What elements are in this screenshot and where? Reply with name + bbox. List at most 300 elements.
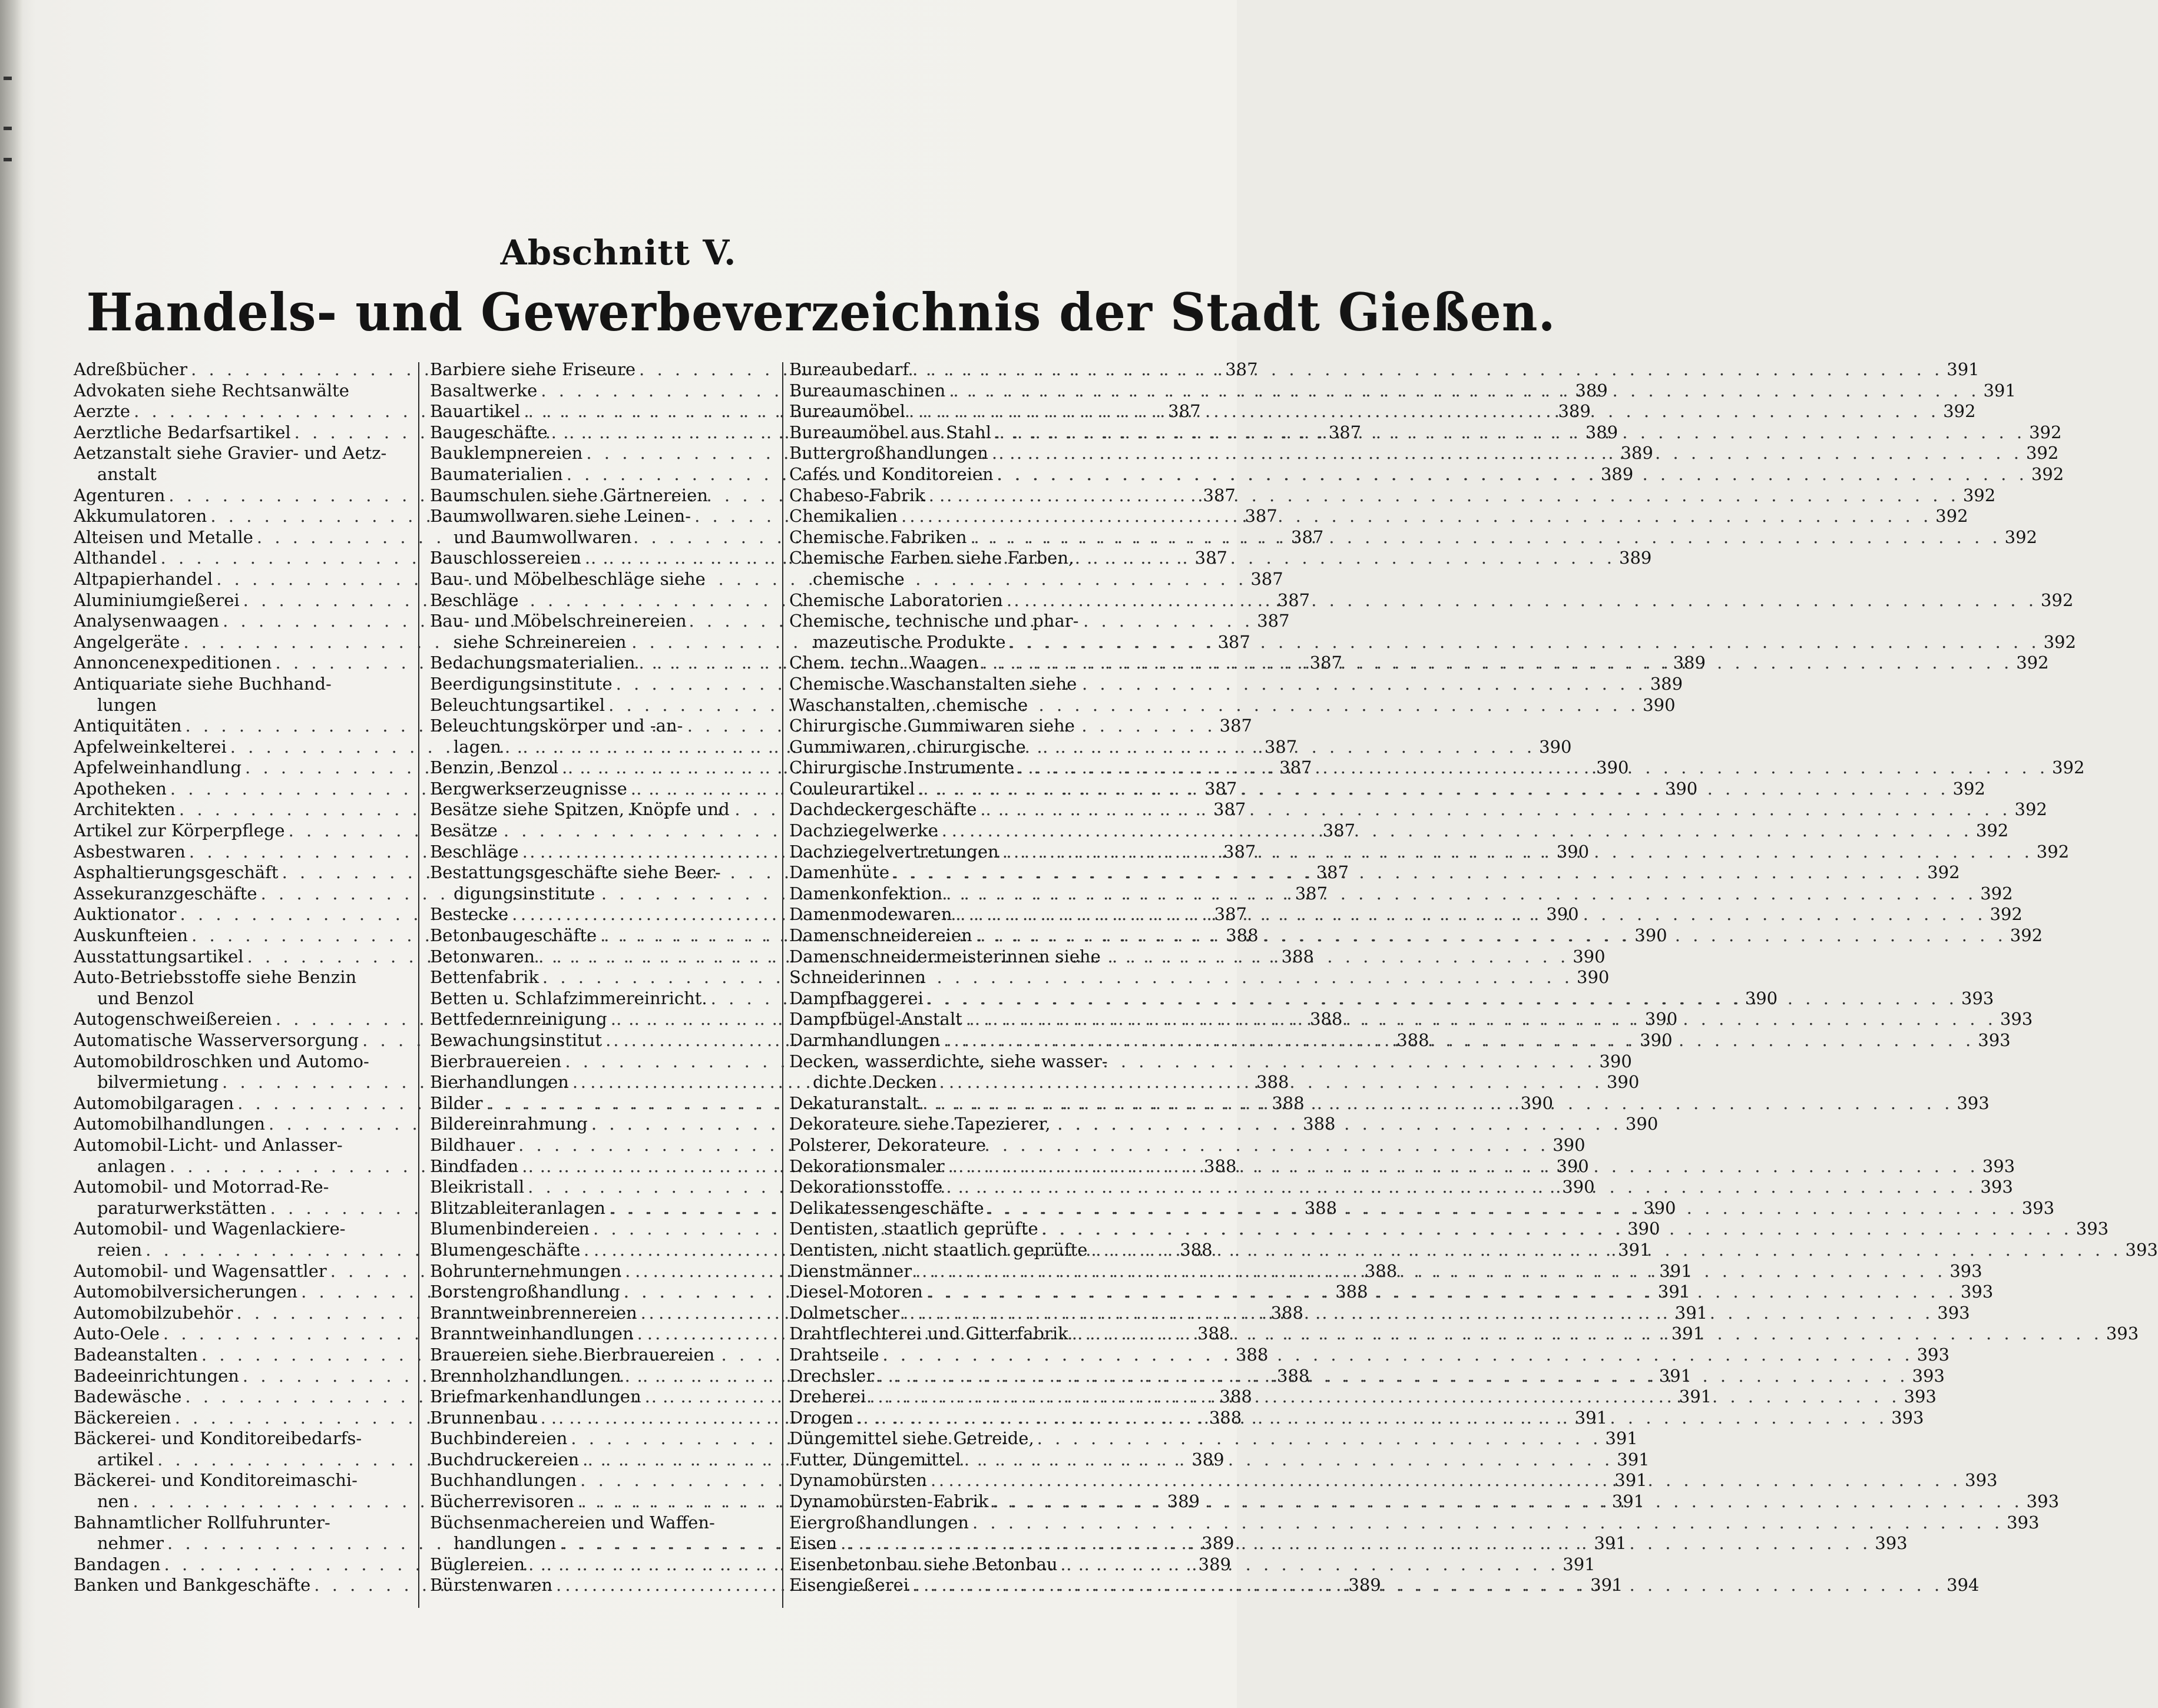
entry-page-number: 389 xyxy=(1191,1449,1224,1469)
entry-page-number: 392 xyxy=(2043,631,2076,652)
entry-name: Dekorationsmaler xyxy=(789,1156,945,1176)
index-entry xyxy=(789,1072,1134,1093)
entry-page-number: 390 xyxy=(1634,925,1667,946)
edge-mark xyxy=(4,127,12,130)
entry-name: Drahtflechterei und Gitterfabrik xyxy=(789,1323,1068,1344)
entry-page-number: 388 xyxy=(1180,1239,1213,1260)
entry-name: Automobil- und Wagenlackiere- xyxy=(74,1219,346,1239)
leader-dots xyxy=(1007,590,2037,611)
index-entry xyxy=(430,359,775,380)
entry-page-number: 392 xyxy=(2014,799,2047,820)
entry-page-number: 390 xyxy=(1546,904,1579,925)
entry-page-number: 393 xyxy=(2000,1009,2033,1030)
entry-name: Adreßbücher xyxy=(74,359,188,379)
entry-page-number: 392 xyxy=(1927,862,1960,883)
leader-dots xyxy=(893,862,1924,883)
entry-name: bilvermietung xyxy=(97,1072,219,1093)
entry-name: Dentisten, nicht staatlich geprüfte xyxy=(789,1239,1088,1260)
entry-name: Barbiere siehe Friseure xyxy=(430,359,636,379)
entry-name: Dachdeckergeschäfte xyxy=(789,799,977,820)
entry-name: Althandel xyxy=(74,548,157,568)
entry-page-number: 388 xyxy=(1204,1156,1237,1176)
entry-page-number: 388 xyxy=(1303,1114,1336,1134)
entry-page-number: 391 xyxy=(1574,1407,1608,1428)
entry-name: Chirurgische Gummiwaren siehe xyxy=(789,716,1075,736)
index-entry xyxy=(74,464,411,485)
leader-dots xyxy=(976,925,2007,946)
index-entry xyxy=(74,1470,411,1491)
index-entry xyxy=(789,1428,1134,1449)
entry-name: Delikatessengeschäfte xyxy=(789,1197,984,1218)
leader-dots xyxy=(948,1156,1979,1177)
entry-name: Dentisten, staatlich geprüfte xyxy=(789,1219,1038,1239)
index-entry xyxy=(789,716,1134,737)
entry-name: Baumschulen siehe Gärtnereien xyxy=(430,485,708,505)
entry-name: Schneiderinnen xyxy=(789,967,926,988)
entry-name: Bauartikel xyxy=(430,401,521,422)
entry-name: Dampfbaggerei xyxy=(789,988,924,1008)
entry-name: Asbestwaren xyxy=(74,841,186,862)
entry-name: Dachziegelvertretungen xyxy=(789,841,999,862)
entry-page-number: 392 xyxy=(1943,401,1976,422)
index-entry xyxy=(789,1554,1134,1575)
entry-name: Buchbindereien xyxy=(430,1428,568,1449)
index-entry xyxy=(789,611,1134,632)
index-entry xyxy=(789,569,1134,590)
entry-page-number: 388 xyxy=(1335,1282,1368,1302)
entry-page-number: 390 xyxy=(1562,1177,1595,1197)
entry-name: Bestecke xyxy=(430,904,509,925)
entry-page-number: 393 xyxy=(1978,1030,2011,1050)
entry-name: Aluminiumgießerei xyxy=(74,590,240,610)
entry-name: anstalt xyxy=(97,464,157,484)
entry-page-number: 387 xyxy=(1277,590,1310,610)
entry-page-number: 390 xyxy=(1556,1156,1589,1176)
entry-name: Bedachungsmaterialien xyxy=(430,653,636,673)
entry-name: Couleurartikel xyxy=(789,778,915,799)
entry-name: Badeanstalten xyxy=(74,1344,198,1365)
leader-dots xyxy=(840,1533,1871,1554)
entry-name: Brauereien siehe Bierbrauereien xyxy=(430,1344,715,1365)
entry-page-number: 391 xyxy=(1679,1386,1712,1407)
index-entry xyxy=(430,799,775,820)
entry-page-number: 387 xyxy=(1168,401,1201,422)
entry-page-number: 393 xyxy=(1937,1302,1970,1323)
leader-dots xyxy=(1009,632,2040,653)
entry-name: Akkumulatoren xyxy=(74,506,207,527)
entry-name: Alteisen und Metalle xyxy=(74,527,253,547)
entry-page-number: 393 xyxy=(2125,1239,2158,1260)
entry-name: Automobilzubehör xyxy=(74,1302,233,1323)
entry-name: Aerztliche Bedarfsartikel xyxy=(74,422,291,442)
index-entry xyxy=(789,1051,1134,1073)
entry-name: Büglereien xyxy=(430,1554,525,1574)
entry-page-number: 392 xyxy=(1980,883,2013,903)
entry-name: Automobilversicherungen xyxy=(74,1282,298,1302)
index-entry xyxy=(430,820,775,842)
index-entry xyxy=(430,569,775,590)
leader-dots xyxy=(918,779,1949,800)
entry-page-number: 388 xyxy=(1396,1030,1429,1050)
leader-dots xyxy=(1018,757,2048,779)
entry-page-number: 387 xyxy=(1279,757,1312,778)
entry-name: Bäckerei- und Konditoreimaschi- xyxy=(74,1470,358,1491)
leader-dots xyxy=(946,883,1977,905)
leader-dots xyxy=(955,904,1986,925)
index-entry xyxy=(430,485,775,507)
entry-page-number: 389 xyxy=(1600,464,1634,484)
entry-page-number: 393 xyxy=(1917,1344,1950,1365)
entry-name: Agenturen xyxy=(74,485,166,505)
entry-page-number: 393 xyxy=(1961,988,1994,1008)
index-entry xyxy=(430,527,775,548)
entry-name: Brennholzhandlungen xyxy=(430,1365,621,1386)
entry-name: Dekaturanstalt xyxy=(789,1093,919,1113)
leader-dots xyxy=(878,1366,1908,1387)
entry-name: Eisenbetonbau siehe Betonbau xyxy=(789,1554,1058,1574)
entry-name: Annoncenexpeditionen xyxy=(74,653,272,673)
leader-dots xyxy=(997,464,2028,485)
index-entry xyxy=(430,862,775,883)
entry-name: Baumwollwaren siehe Leinen- xyxy=(430,506,691,527)
entry-name: siehe Schreinereien xyxy=(454,631,627,652)
entry-page-number: 387 xyxy=(1316,862,1349,883)
entry-page-number: 387 xyxy=(1225,359,1258,379)
entry-name: Büchsenmachereien und Waffen- xyxy=(430,1512,715,1532)
entry-page-number: 389 xyxy=(1619,548,1652,568)
entry-name: Bestattungsgeschäfte siehe Beer- xyxy=(430,862,721,883)
entry-name: Chemische Waschanstalten siehe xyxy=(789,673,1077,694)
entry-page-number: 392 xyxy=(2036,841,2070,862)
entry-name: Bildereinrahmung xyxy=(430,1114,588,1134)
entry-page-number: 387 xyxy=(1264,736,1298,757)
entry-name: Bureaumaschinen xyxy=(789,380,946,400)
entry-name: Altpapierhandel xyxy=(74,568,213,589)
entry-page-number: 393 xyxy=(1875,1533,1908,1554)
index-entry xyxy=(74,674,411,695)
entry-name: Automobil-Licht- und Anlasser- xyxy=(74,1134,343,1155)
entry-page-number: 388 xyxy=(1219,1386,1252,1407)
entry-page-number: 392 xyxy=(2004,527,2038,547)
entry-name: Chirurgische Instrumente xyxy=(789,757,1014,778)
entry-name: Darmhandlungen xyxy=(789,1030,941,1050)
entry-name: Borstengroßhandlung xyxy=(430,1282,620,1302)
entry-name: Futter, Düngemittel xyxy=(789,1449,961,1469)
entry-name: Chemische Farben siehe Farben, xyxy=(789,548,1074,568)
entry-name: Apotheken xyxy=(74,778,167,799)
index-entry xyxy=(74,380,411,402)
entry-page-number: 388 xyxy=(1226,925,1259,946)
entry-page-number: 387 xyxy=(1213,799,1246,820)
entry-name: Bergwerkserzeugnisse xyxy=(430,778,627,799)
entry-page-number: 389 xyxy=(1202,1533,1234,1554)
entry-name: Blumengeschäfte xyxy=(430,1239,580,1260)
entry-page-number: 391 xyxy=(1563,1554,1596,1574)
leader-dots xyxy=(946,1177,1977,1198)
leader-dots xyxy=(931,1470,1961,1491)
entry-name: Automobilgaragen xyxy=(74,1093,234,1113)
entry-name: Bauklempnereien xyxy=(430,443,583,464)
leader-dots xyxy=(912,359,1943,380)
entry-page-number: 392 xyxy=(2052,757,2085,778)
entry-page-number: 393 xyxy=(1965,1470,1998,1491)
entry-name: paraturwerkstätten xyxy=(97,1197,267,1218)
entry-name: Auskunfteien xyxy=(74,925,188,946)
entry-page-number: 391 xyxy=(1947,359,1980,379)
entry-page-number: 393 xyxy=(2007,1512,2040,1532)
entry-name: Architekten xyxy=(74,799,176,820)
entry-page-number: 390 xyxy=(1577,967,1610,988)
entry-page-number: 390 xyxy=(1556,841,1590,862)
edge-mark xyxy=(4,158,12,161)
entry-page-number: 392 xyxy=(1935,506,1968,527)
entry-name: Buchhandlungen xyxy=(430,1470,577,1491)
entry-name: Bierbrauereien xyxy=(430,1051,562,1071)
entry-page-number: 390 xyxy=(1606,1072,1640,1093)
entry-name: Düngemittel siehe Getreide, xyxy=(789,1428,1034,1449)
entry-page-number: 388 xyxy=(1197,1323,1230,1344)
leader-dots xyxy=(995,422,2025,443)
entry-page-number: 393 xyxy=(2076,1219,2109,1239)
entry-name: und Baumwollwaren xyxy=(454,527,632,547)
entry-name: Dynamobürsten-Fabrik xyxy=(789,1491,989,1512)
entry-name: Cafés und Konditoreien xyxy=(789,464,994,484)
entry-name: Aerzte xyxy=(74,401,131,422)
entry-name: Betten u. Schlafzimmereinricht. xyxy=(430,988,707,1008)
entry-name: Asphaltierungsgeschäft xyxy=(74,862,279,883)
index-entry xyxy=(74,1428,411,1449)
entry-name: Bureaubedarf xyxy=(789,359,909,379)
entry-page-number: 389 xyxy=(1620,443,1653,464)
entry-page-number: 389 xyxy=(1198,1554,1232,1574)
entry-name: Dekorateure siehe Tapezierer, xyxy=(789,1114,1051,1134)
index-entry xyxy=(430,632,775,653)
leader-dots xyxy=(912,1575,1943,1596)
entry-page-number: 390 xyxy=(1640,1030,1673,1050)
leader-dots xyxy=(927,988,1958,1009)
entry-page-number: 391 xyxy=(1594,1533,1627,1554)
entry-name: handlungen xyxy=(454,1533,557,1554)
entry-page-number: 387 xyxy=(1295,883,1328,903)
entry-name: Chemikalien xyxy=(789,506,898,527)
entry-page-number: 390 xyxy=(1520,1093,1553,1113)
entry-name: Dekorationsstoffe xyxy=(789,1177,943,1197)
leader-dots xyxy=(972,1512,2003,1534)
entry-name: Bilder xyxy=(430,1093,483,1113)
index-entry xyxy=(74,695,411,716)
index-entry xyxy=(789,1114,1134,1135)
entry-page-number: 389 xyxy=(1167,1491,1200,1512)
leader-dots xyxy=(1072,1323,2103,1345)
entry-name: Bäckereien xyxy=(74,1407,171,1428)
leader-dots xyxy=(966,1009,1997,1030)
leader-dots xyxy=(1002,842,2033,863)
leader-dots xyxy=(971,527,2001,548)
entry-page-number: 387 xyxy=(1322,820,1356,841)
entry-name: Automobilhandlungen xyxy=(74,1114,266,1134)
entry-page-number: 387 xyxy=(1204,778,1237,799)
entry-name: Badeeinrichtungen xyxy=(74,1365,239,1386)
entry-page-number: 393 xyxy=(1891,1407,1924,1428)
entry-name: Chemische Fabriken xyxy=(789,527,967,547)
entry-name: Beschläge xyxy=(430,590,519,610)
entry-name: Antiquitäten xyxy=(74,716,182,736)
leader-dots xyxy=(944,1030,1974,1051)
entry-name: Bettenfabrik xyxy=(430,967,539,988)
entry-name: Apfelweinkelterei xyxy=(74,736,227,757)
leader-dots xyxy=(926,1282,1957,1303)
entry-page-number: 393 xyxy=(1904,1386,1937,1407)
entry-page-number: 393 xyxy=(2021,1197,2055,1218)
entry-page-number: 389 xyxy=(1348,1575,1381,1596)
entry-name: Beerdigungsinstitute xyxy=(430,673,613,694)
entry-name: Dachziegelwerke xyxy=(789,820,938,841)
index-entry xyxy=(789,967,1134,988)
entry-page-number: 393 xyxy=(1980,1177,2013,1197)
entry-name: Damenkonfektion xyxy=(789,883,943,903)
entry-name: Drechsler xyxy=(789,1365,875,1386)
entry-page-number: 391 xyxy=(1671,1323,1704,1344)
entry-page-number: 392 xyxy=(1990,904,2023,925)
index-entry xyxy=(74,967,411,988)
entry-page-number: 393 xyxy=(1957,1093,1990,1113)
entry-name: Polsterer, Dekorateure xyxy=(789,1134,987,1155)
entry-page-number: 389 xyxy=(1558,401,1591,422)
entry-page-number: 391 xyxy=(1659,1365,1692,1386)
entry-name: Automobildroschken und Automo- xyxy=(74,1051,369,1071)
entry-name: und Benzol xyxy=(97,988,194,1008)
entry-page-number: 387 xyxy=(1309,653,1342,673)
entry-name: Eiergroßhandlungen xyxy=(789,1512,969,1532)
entry-name: Branntweinhandlungen xyxy=(430,1323,634,1344)
entry-name: artikel xyxy=(97,1449,154,1469)
entry-page-number: 392 xyxy=(2029,422,2062,442)
entry-name: Bauschlossereien xyxy=(430,548,581,568)
entry-page-number: 393 xyxy=(1960,1282,1994,1302)
entry-page-number: 388 xyxy=(1256,1072,1289,1093)
entry-page-number: 393 xyxy=(1912,1365,1945,1386)
entry-name: Blitzableiteranlagen xyxy=(430,1197,605,1218)
entry-name: Bahnamtlicher Rollfuhrunter- xyxy=(74,1512,330,1532)
entry-name: Bierhandlungen xyxy=(430,1072,569,1093)
entry-name: Bandagen xyxy=(74,1554,161,1574)
index-entry xyxy=(74,1051,411,1073)
entry-name: lungen xyxy=(97,694,157,715)
entry-page-number: 393 xyxy=(2106,1323,2139,1344)
entry-name: Dienstmänner xyxy=(789,1260,912,1281)
entry-page-number: 390 xyxy=(1643,1197,1676,1218)
entry-name: Chem. techn. Waagen xyxy=(789,653,979,673)
entry-name: Bildhauer xyxy=(430,1134,515,1155)
leader-dots xyxy=(857,1408,1888,1429)
leader-dots xyxy=(883,1345,1914,1366)
leader-dots xyxy=(929,485,1960,507)
entry-page-number: 387 xyxy=(1291,527,1324,547)
entry-page-number: 387 xyxy=(1245,506,1277,527)
index-entry xyxy=(430,883,775,905)
index-entry xyxy=(74,443,411,464)
entry-name: Damenschneidereien xyxy=(789,925,972,946)
entry-name: Diesel-Motoren xyxy=(789,1282,923,1302)
entry-name: Besätze siehe Spitzen, Knöpfe und xyxy=(430,799,730,820)
entry-page-number: 387 xyxy=(1214,904,1247,925)
entry-name: Badewäsche xyxy=(74,1386,182,1407)
leader-dots xyxy=(988,1198,2018,1219)
entry-name: Drogen xyxy=(789,1407,853,1428)
entry-name: Eisengießerei xyxy=(789,1575,909,1596)
entry-name: Advokaten siehe Rechtsanwälte xyxy=(74,380,349,400)
entry-name: Dynamobürsten xyxy=(789,1470,928,1491)
entry-name: nen xyxy=(97,1491,130,1512)
entry-name: Automatische Wasserversorgung xyxy=(74,1030,359,1050)
leader-dots xyxy=(992,1491,2023,1512)
entry-page-number: 392 xyxy=(2010,925,2043,946)
entry-page-number: 390 xyxy=(1599,1051,1632,1071)
entry-page-number: 391 xyxy=(1618,1239,1651,1260)
entry-name: Waschanstalten, chemische xyxy=(789,694,1028,715)
entry-name: Chemische, technische und phar- xyxy=(789,611,1079,631)
entry-page-number: 389 xyxy=(1673,653,1706,673)
entry-name: Decken, wasserdichte, siehe wasser- xyxy=(789,1051,1108,1071)
leader-dots xyxy=(992,443,2023,464)
entry-name: Beleuchtungskörper und -an- xyxy=(430,716,683,736)
entry-name: dichte Decken xyxy=(813,1072,937,1093)
entry-page-number: 390 xyxy=(1625,1114,1659,1134)
entry-page-number: 388 xyxy=(1364,1260,1398,1281)
entry-page-number: 390 xyxy=(1643,694,1676,715)
entry-name: Dreherei xyxy=(789,1386,866,1407)
entry-page-number: 393 xyxy=(2026,1491,2060,1512)
index-entry xyxy=(789,1512,2040,1534)
entry-name: Gummiwaren, chirurgische xyxy=(789,736,1026,757)
entry-name: Bureaumöbel xyxy=(789,401,905,422)
entry-page-number: 391 xyxy=(1614,1470,1647,1491)
entry-name: Eisen xyxy=(789,1533,838,1554)
entry-page-number: 392 xyxy=(1952,778,1985,799)
entry-name: Bettfedernreinigung xyxy=(430,1009,607,1030)
entry-name: Briefmarkenhandlungen xyxy=(430,1386,641,1407)
index-entry xyxy=(789,737,1134,758)
index-entry xyxy=(430,1512,775,1534)
entry-page-number: 391 xyxy=(1657,1282,1691,1302)
index-entry xyxy=(430,506,775,527)
entry-page-number: 388 xyxy=(1272,1093,1305,1113)
entry-page-number: 387 xyxy=(1217,631,1250,652)
entry-page-number: 389 xyxy=(1650,673,1683,694)
leader-dots xyxy=(869,1386,1900,1408)
page-title: Handels- und Gewerbeverzeichnis der Stadt Gießen. xyxy=(86,282,1556,343)
entry-page-number: 387 xyxy=(1194,548,1227,568)
entry-name: Betonbaugeschäfte xyxy=(430,925,597,946)
index-entry xyxy=(74,1512,411,1534)
entry-name: lagen xyxy=(454,736,501,757)
entry-name: nehmer xyxy=(97,1533,164,1554)
entry-page-number: 392 xyxy=(2031,464,2064,484)
entry-name: Auto-Betriebsstoffe siehe Benzin xyxy=(74,967,357,988)
entry-name: Besätze xyxy=(430,820,498,841)
entry-page-number: 387 xyxy=(1328,422,1362,442)
entry-name: Blumenbindereien xyxy=(430,1219,590,1239)
entry-page-number: 391 xyxy=(1674,1302,1708,1323)
entry-page-number: 392 xyxy=(2016,653,2049,673)
entry-page-number: 388 xyxy=(1236,1344,1269,1365)
entry-name: Banken und Bankgeschäfte xyxy=(74,1575,311,1596)
entry-name: Buchdruckereien xyxy=(430,1449,580,1469)
leader-dots xyxy=(922,1093,1953,1114)
entry-page-number: 390 xyxy=(1664,778,1698,799)
entry-page-number: 390 xyxy=(1745,988,1778,1008)
entry-page-number: 387 xyxy=(1219,716,1252,736)
